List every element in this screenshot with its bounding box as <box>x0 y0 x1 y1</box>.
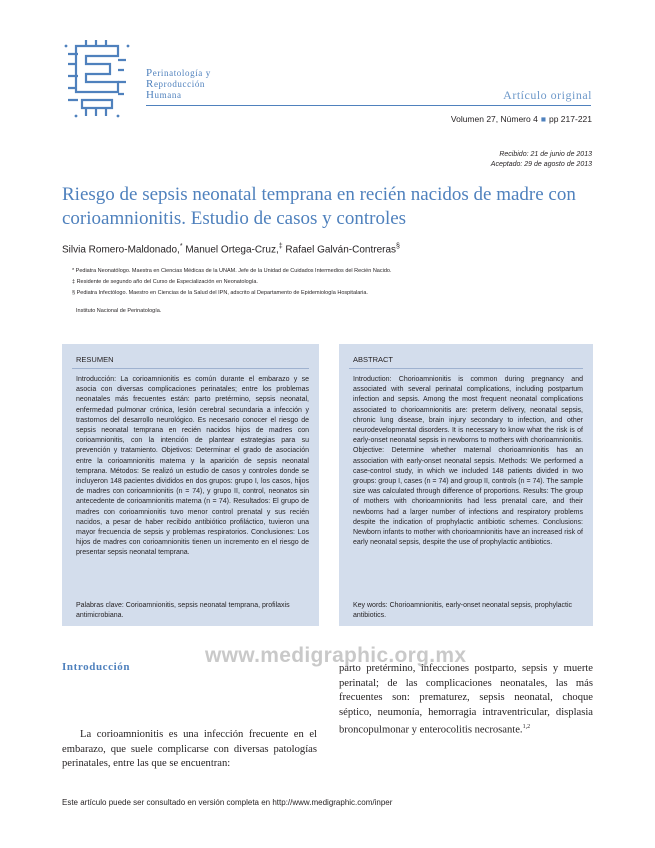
journal-name-line: Humana <box>146 89 182 101</box>
intro-right-body: parto pretérmino, infecciones postparto, sepsis y muerte perinatal; de las complicaciones neonatales, las más frecuentes son: prematurez, sepsis neonatal, choque séptico, neumonía, hemorragia intraventricular, displasia broncopulmonar y enterocolitis necrosante. <box>339 663 593 736</box>
issue-volume: Volumen 27, Número 4 <box>450 114 538 124</box>
resumen-keywords: Palabras clave: Corioamnionitis, sepsis neonatal temprana, profilaxis antimicrobiana. <box>76 602 290 620</box>
abstract-keywords: Key words: Chorioamnionitis, early-onset neonatal sepsis, prophylactic antibiotics. <box>353 602 573 620</box>
affiliations <box>72 266 592 299</box>
divider <box>349 368 583 369</box>
affiliation: § Pediatra Infectólogo. Maestro en Ciencias de la Salud del IPN, adscrito al Departamento de Epidemiología Hospitalaria. <box>72 290 368 296</box>
article-title: Riesgo de sepsis neonatal temprana en recién nacidos de madre con corioamnionitis. Estudio de casos y controles <box>62 184 576 229</box>
intro-text-right <box>339 662 593 739</box>
citation-ref: 1,2 <box>522 724 531 731</box>
journal-name-line: Perinatología y <box>146 67 211 79</box>
author-mark: ‡ <box>278 243 283 250</box>
abstract-box <box>339 344 593 626</box>
bullet-icon: ■ <box>540 114 546 124</box>
institute: Instituto Nacional de Perinatología. <box>76 308 162 314</box>
header-rule <box>146 105 591 106</box>
footer-note[interactable]: Este artículo puede ser consultado en versión completa en http://www.medigraphic.com/inper <box>62 798 393 807</box>
journal-name-line: Reproducción <box>146 78 206 90</box>
intro-heading: Introducción <box>62 661 131 673</box>
abstract-text: Introduction: Chorioamnionitis is common during pregnancy and associated with several perinatal complications, including postpartum infection and sepsis. Among the most frequent neonatal complications associated to chorioamnionitis are: preterm delivery, neonatal sepsis, chronic lung disease, brain injury secondary to infection, and other neurodevelopmental disorders. It is necessary to know what the risk is of early-onset neonatal sepsis in newborns to mothers with chorioamnionitis. Objective: Determine whether maternal chorioamnionitis has an association with early-onset neonatal sepsis. Methods: We performed a case-control study, in which we included 148 patients divided in two groups: group I, cases (n = 74) and group II, controls (n = 74). The sample size was calculated through difference of proportions. Results: The group of mothers with chorioamnionitis had less prenatal care, and their newborns had a larger number of infections and respiratory problems despite the indication of prophylactic antibiotic schemes. Conclusions: Newborn infants to mother with chorioamnionitis have an increased risk of early neonatal sepsis, despite the use of prophylactic antibiotics. <box>353 376 583 547</box>
article-dates <box>491 150 592 170</box>
resumen-text: Introducción: La corioamnionitis es común durante el embarazo y se asocia con diversas complicaciones perinatales; entre los problemas neonatales más frecuentes están: parto pretérmino, sepsis neonatal, enfermedad pulmonar crónica, lesión cerebral secundaria a infección y trastornos del desarrollo neurológico. Es necesario conocer el riesgo de sepsis neonatal temprana en recién nacidos hijos de madres con corioamnionitis, con la intención de plantear estrategias para su prevención y tratamiento. Objetivos: Determinar el grado de asociación entre la corioamnionitis materna y la aparición de sepsis neonatal temprana. Métodos: Se realizó un estudio de casos y controles donde se incluyeron 148 pacientes divididos en dos grupos: grupo I, los casos, hijos de madres con corioamnionitis (n = 74), y grupo II, control, neonatos sin antecedente de corioamnionitis materna (n = 74). Resultados: El grupo de madres con corioamnionitis tuvo menor control prenatal y sus recién nacidos, a pesar de haber recibido antibiótico profiláctico, tuvieron una mayor frecuencia de sepsis y problemas respiratorios. Conclusiones: Los hijos de madres con corioamnionitis tienen un incremento en el riesgo de presentar sepsis neonatal temprana. <box>76 376 309 557</box>
journal-name <box>146 68 211 101</box>
resumen-box <box>62 344 319 626</box>
author-name: Silvia Romero-Maldonado, <box>62 244 180 256</box>
author-mark: * <box>179 243 183 250</box>
author-mark: § <box>396 243 400 250</box>
intro-text-left: La corioamnionitis es una infección frecuente en el embarazo, que suele complicarse con diversas patologías perinatales, entre las que se encuentran: <box>62 729 317 770</box>
abstract-heading: ABSTRACT <box>353 355 394 364</box>
divider <box>72 368 309 369</box>
watermark: www.medigraphic.org.mx <box>205 644 467 667</box>
author-name: Manuel Ortega-Cruz, <box>182 244 279 256</box>
journal-logo <box>62 36 132 120</box>
issue-pages: pp 217-221 <box>548 114 592 124</box>
issue-line <box>451 114 592 124</box>
section-label: Artículo original <box>503 88 592 102</box>
accepted-date: Aceptado: 29 de agosto de 2013 <box>490 161 592 168</box>
author-list <box>62 243 602 255</box>
received-date: Recibido: 21 de junio de 2013 <box>499 151 592 158</box>
affiliation: ‡ Residente de segundo año del Curso de Especialización en Neonatología. <box>72 279 258 285</box>
affiliation: * Pediatra Neonatólogo. Maestra en Ciencias Médicas de la UNAM. Jefe de la Unidad de Cuidados Intermedios del Recién Nacido. <box>72 268 392 274</box>
author-name: Rafael Galván-Contreras <box>282 244 397 256</box>
resumen-heading: RESUMEN <box>76 355 114 364</box>
